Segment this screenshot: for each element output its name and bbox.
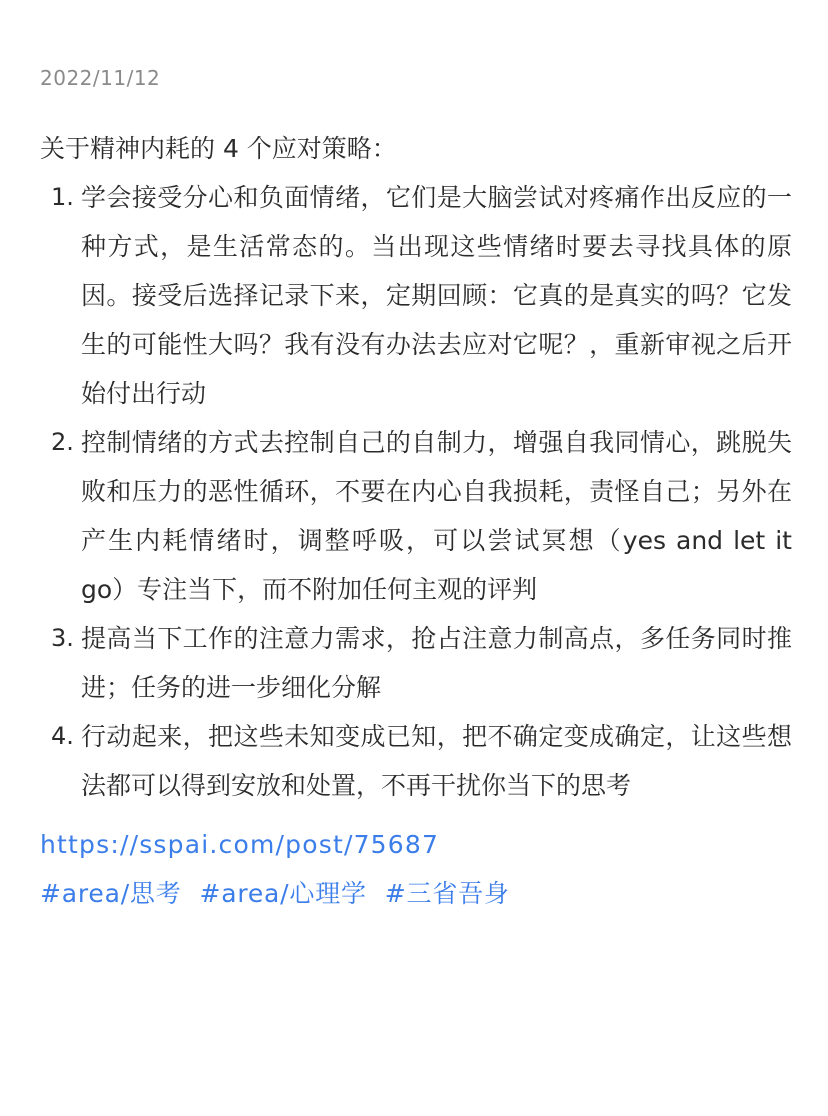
- list-item-number: 1.: [51, 183, 74, 211]
- list-item-text: 提高当下工作的注意力需求，抢占注意力制高点，多任务同时推进；任务的进一步细化分解: [81, 624, 792, 702]
- list-item-number: 2.: [51, 428, 74, 456]
- list-item: [40, 614, 792, 712]
- tag-area-psychology[interactable]: #area/心理学: [199, 879, 367, 908]
- list-item-number: 3.: [51, 624, 74, 652]
- list-item-text: 控制情绪的方式去控制自己的自制力，增强自我同情心，跳脱失败和压力的恶性循环，不要在内心自我损耗，责怪自己；另外在产生内耗情绪时，调整呼吸，可以尝试冥想（yes and let it go）专注当下，而不附加任何主观的评判: [81, 428, 792, 604]
- list-item: [40, 712, 792, 810]
- list-item: [40, 418, 792, 614]
- list-item-number: 4.: [51, 722, 74, 750]
- note-body: [40, 124, 792, 918]
- list-item: [40, 173, 792, 418]
- tag-self-reflection[interactable]: #三省吾身: [384, 879, 510, 908]
- list-item-text: 行动起来，把这些未知变成已知，把不确定变成确定，让这些想法都可以得到安放和处置，不再干扰你当下的思考: [81, 722, 792, 800]
- strategy-list: [40, 173, 792, 810]
- tag-row: [40, 869, 792, 918]
- tag-area-thinking[interactable]: #area/思考: [40, 879, 182, 908]
- note-intro: 关于精神内耗的 4 个应对策略：: [40, 134, 397, 163]
- note-date: 2022/11/12: [40, 66, 161, 90]
- source-link[interactable]: https://sspai.com/post/75687: [40, 830, 440, 859]
- list-item-text: 学会接受分心和负面情绪，它们是大脑尝试对疼痛作出反应的一种方式，是生活常态的。当出现这些情绪时要去寻找具体的原因。接受后选择记录下来，定期回顾：它真的是真实的吗？它发生的可能性大吗？我有没有办法去应对它呢？，重新审视之后开始付出行动: [81, 183, 792, 408]
